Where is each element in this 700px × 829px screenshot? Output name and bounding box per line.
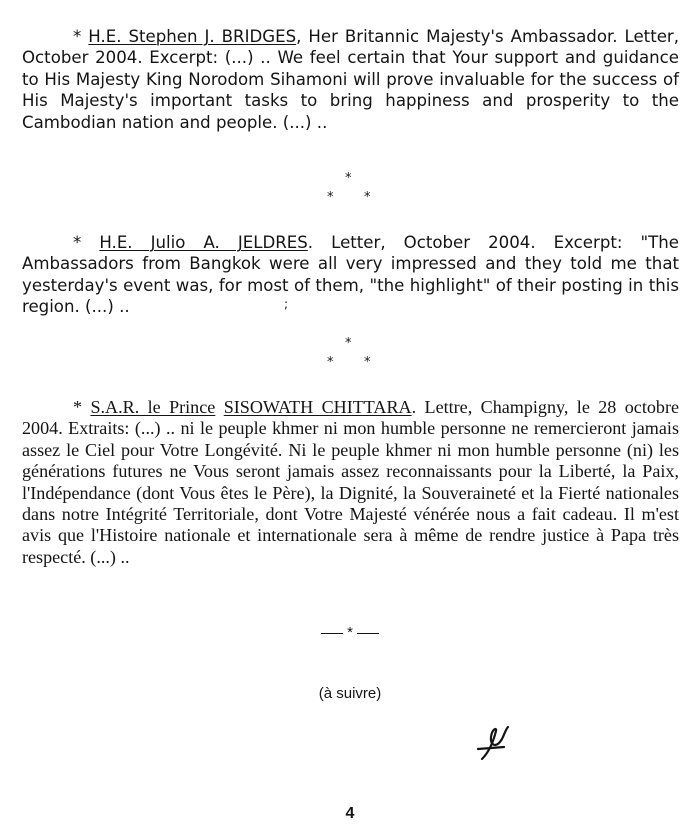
- separator-star-left: *: [327, 190, 334, 205]
- page-number: 4: [345, 805, 355, 822]
- bullet-star: *: [73, 397, 83, 417]
- author-name: H.E. Julio A. JELDRES: [99, 233, 308, 252]
- end-star: *: [347, 624, 353, 641]
- excerpt-text: . Lettre, Champigny, le 28 octobre 2004. Extraits: (...) .. ni le peuple khmer ni mon humble personne ne remercieront jamais assez le Ciel pour Votre Longévité. Ni le peuple khmer ni mon humble personne (ni) les générations futures ne Vous seront jamais assez reconnaissants pour la Liberté, la Paix, l'Indépendance (dont Vous êtes le Père), la Dignité, la Souveraineté et la Fierté nationales dans notre Intégrité Territoriale, dont Votre Majesté vénérée nous a fait cadeau. Il m'est avis que l'Histoire nationale et internationale sera à même de rendre justice à Papa très respecté. (...) ..: [22, 397, 679, 567]
- letter-excerpt-jeldres: [22, 232, 679, 318]
- separator-star-top: *: [345, 171, 352, 186]
- rule-right: [357, 633, 379, 634]
- continued-note: (à suivre): [318, 685, 382, 702]
- rule-left: [321, 633, 343, 634]
- bullet-star: *: [73, 27, 82, 46]
- excerpt-text: , Her Britannic Majesty's Ambassador. Letter, October 2004. Excerpt: (...) .. We feel certain that Your support and guidance to His Majesty King Norodom Sihamoni will prove invaluable for the success of His Majesty's important tasks to bring happiness and prosperity to the Cambodian nation and people. (...) ..: [22, 27, 680, 132]
- letter-excerpt-chittara: [22, 397, 679, 568]
- author-name-prefix: S.A.R. le Prince: [90, 397, 216, 417]
- bullet-star: *: [73, 233, 82, 252]
- excerpt-text: . Letter, October 2004. Excerpt: "The Ambassadors from Bangkok were all very impressed and they told me that yesterday's event was, for most of them, "the highlight" of their posting in this region. (...) ..: [22, 233, 679, 317]
- separator-star-top: *: [345, 336, 352, 351]
- author-name: H.E. Stephen J. BRIDGES: [88, 27, 297, 46]
- stray-mark: ;: [284, 297, 289, 311]
- separator-star-left: *: [327, 355, 334, 370]
- end-marker: [0, 624, 700, 641]
- signature-mark: [474, 725, 524, 765]
- separator-star-right: *: [364, 355, 371, 370]
- letter-excerpt-bridges: [22, 26, 679, 133]
- author-name: SISOWATH CHITTARA: [223, 397, 412, 417]
- separator-star-right: *: [364, 190, 371, 205]
